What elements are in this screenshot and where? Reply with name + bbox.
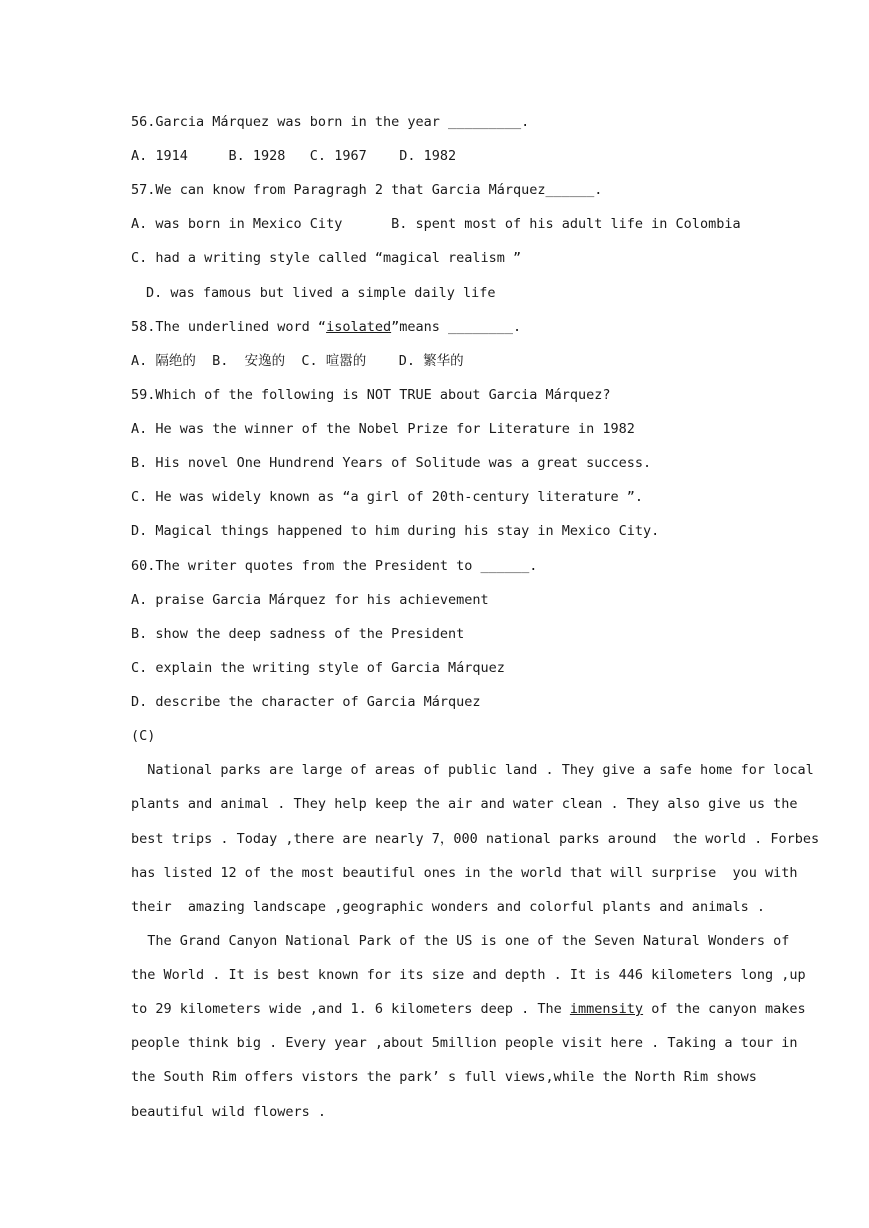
- question-59-option-d: D. Magical things happened to him during his stay in Mexico City.: [131, 523, 660, 539]
- passage-line: the World . It is best known for its size and depth . It is 446 kilometers long ,up: [131, 967, 806, 983]
- passage-text: of the canyon makes: [643, 1001, 806, 1017]
- passage-line: the South Rim offers vistors the park’ s full views,while the North Rim shows: [131, 1069, 757, 1085]
- question-58-stem-prefix: 58.The underlined word “: [131, 319, 327, 335]
- passage-line: best trips . Today ,there are nearly 7，000 national parks around the world . Forbes: [131, 831, 820, 847]
- question-58-stem: [131, 317, 521, 337]
- question-60-option-b: B. show the deep sadness of the President: [131, 626, 465, 642]
- question-60-stem: 60.The writer quotes from the President to ______.: [131, 558, 538, 574]
- question-57-option-d: D. was famous but lived a simple daily life: [146, 285, 496, 301]
- question-60-option-d: D. describe the character of Garcia Márquez: [131, 694, 481, 710]
- question-60-option-c: C. explain the writing style of Garcia Márquez: [131, 660, 505, 676]
- passage-text: to 29 kilometers wide ,and 1. 6 kilometers deep . The: [131, 1001, 570, 1017]
- passage-line: The Grand Canyon National Park of the US is one of the Seven Natural Wonders of: [131, 933, 790, 949]
- passage-line: plants and animal . They help keep the air and water clean . They also give us the: [131, 796, 798, 812]
- passage-line: people think big . Every year ,about 5million people visit here . Taking a tour in: [131, 1035, 798, 1051]
- underlined-word: immensity: [569, 1001, 644, 1017]
- question-57-stem: 57.We can know from Paragragh 2 that Garcia Márquez______.: [131, 182, 603, 198]
- question-57-option-c: C. had a writing style called “magical realism ”: [131, 250, 522, 266]
- question-58-stem-suffix: ”means ________.: [391, 319, 522, 335]
- question-56-options: A. 1914 B. 1928 C. 1967 D. 1982: [131, 148, 457, 164]
- question-57-options-ab: A. was born in Mexico City B. spent most of his adult life in Colombia: [131, 216, 741, 232]
- question-59-option-a: A. He was the winner of the Nobel Prize for Literature in 1982: [131, 421, 635, 437]
- question-59-stem: 59.Which of the following is NOT TRUE about Garcia Márquez?: [131, 387, 611, 403]
- question-58-options: A. 隔绝的 B. 安逸的 C. 喧嚣的 D. 繁华的: [131, 353, 464, 369]
- underlined-word: isolated: [326, 319, 392, 335]
- passage-line: their amazing landscape ,geographic wonders and colorful plants and animals .: [131, 899, 765, 915]
- passage-line: beautiful wild flowers .: [131, 1104, 327, 1120]
- passage-heading: (C): [131, 728, 156, 744]
- passage-line: National parks are large of areas of public land . They give a safe home for local: [131, 762, 814, 778]
- passage-line: [131, 999, 806, 1019]
- question-59-option-c: C. He was widely known as “a girl of 20th-century literature ”.: [131, 489, 644, 505]
- question-59-option-b: B. His novel One Hundrend Years of Solitude was a great success.: [131, 455, 652, 471]
- question-60-option-a: A. praise Garcia Márquez for his achievement: [131, 592, 489, 608]
- passage-line: has listed 12 of the most beautiful ones in the world that will surprise you with: [131, 865, 798, 881]
- question-56-stem: 56.Garcia Márquez was born in the year _________.: [131, 114, 530, 130]
